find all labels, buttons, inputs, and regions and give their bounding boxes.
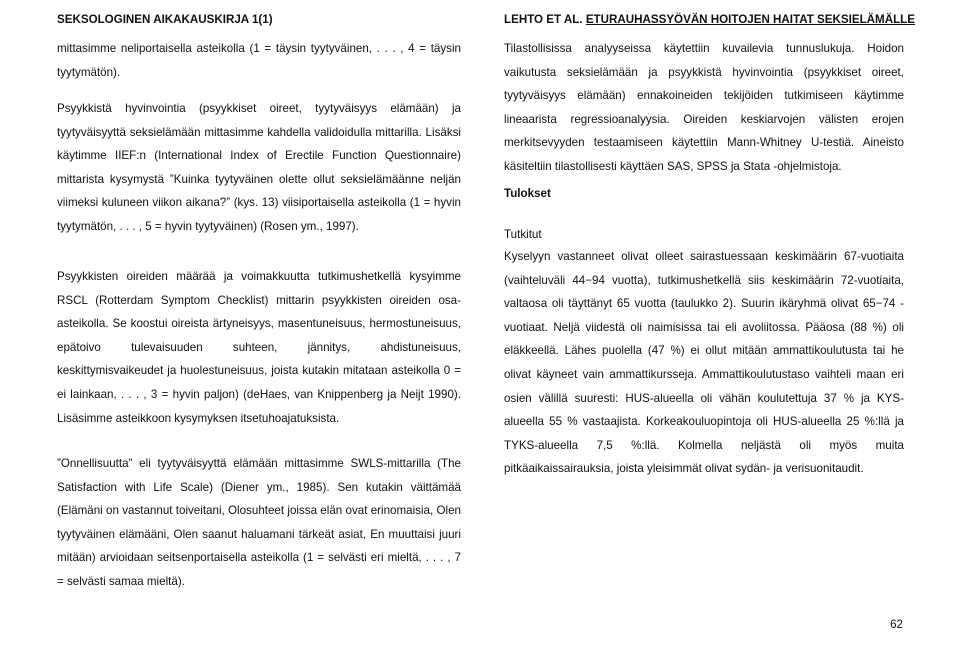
page-number: 62 bbox=[890, 618, 903, 631]
article-header bbox=[504, 13, 915, 26]
article-title: ETURAUHASSYÖVÄN HOITOJEN HAITAT SEKSIELÄMÄLLE bbox=[585, 13, 915, 26]
paragraph-statistical-analysis: Tilastollisissa analyyseissa käytettiin kuvailevia tunnuslukuja. Hoidon vaikutusta seksielämään ja psyykkistä hyvinvointia (psyykkiset oireet, tyytyväisyys elämään) ennakoineiden tekijöiden tutkimiseen käytimme lineaarista regressioanalyysia. Oireiden keskiarvojen välisten erojen merkitsevyyden testaamiseen käytettiin Mann-Whitney U-testiä. Aineisto käsiteltiin tilastollisesti käyttäen SAS, SPSS ja Stata -ohjelmistoja. bbox=[504, 42, 904, 173]
paragraph-rscl-symptoms: Psyykkisten oireiden määrää ja voimakkuutta tutkimushetkellä kysyimme RSCL (Rotterdam Symptom Checklist) mittarin psyykkisten oireiden osa-asteikolla. Se koostui oireista ärtyneisyys, masentuneisuus, hermostuneisuus, epätoivo tulevaisuuden suhteen, jännitys, ahdistuneisuus, keskittymisvaikeudet ja huolestuneisuus, joista kutakin mitataan asteikolla 0 = ei lainkaan, . . . , 3 = hyvin paljon) (deHaes, van Knippenberg ja Neijt 1990). Lisäsimme asteikkoon kysymyksen itsetuhoajatuksista. bbox=[57, 270, 461, 425]
paragraph-scale-continuation: mittasimme neliportaisella asteikolla (1 = täysin tyytyväinen, . . . , 4 = täysin tyytymätön). bbox=[57, 42, 461, 79]
paragraph-swls: ”Onnellisuutta” eli tyytyväisyyttä elämään mittasimme SWLS-mittarilla (The Satisfaction with Life Scale) (Diener ym., 1985). Sen kutakin väittämää (Elämäni on vastannut toiveitani, Olosuhteet joissa elän ovat erinomaisia, Olen tyytyväinen elämääni, Olen saanut haluamani tärkeät asiat, En muuttaisi juuri mitään) arvioidaan seitsenportaisella asteikolla (1 = selvästi eri mieltä, . . . , 7 = selvästi samaa mieltä). bbox=[57, 457, 461, 588]
paragraph-psychological-wellbeing: Psyykkistä hyvinvointia (psyykkiset oireet, tyytyväisyys elämään) ja tyytyväisyyttä seksielämään mittasimme kahdella validoidulla mittarilla. Lisäksi käytimme IIEF:n (International Index of Erectile Function Questionnaire) mittarista kysymystä ”Kuinka tyytyväinen olette ollut seksielämäänne neljän viimeksi kuluneen viikon aikana?” (kys. 13) viisiportaisella asteikolla (1 = hyvin tyytymätön, . . . , 5 = hyvin tyytyväinen) (Rosen ym., 1997). bbox=[57, 102, 461, 233]
section-heading-results: Tulokset bbox=[504, 187, 551, 200]
subheading-participants: Tutkitut bbox=[504, 228, 542, 241]
article-authors: LEHTO ET AL. bbox=[504, 13, 586, 26]
paragraph-participants: Kyselyyn vastanneet olivat olleet sairastuessaan keskimäärin 67-vuotiaita (vaihteluväli 44−94 vuotta), tutkimushetkellä siis keskimäärin 72-vuotiaita, valtaosa oli täyttänyt 65 vuotta (taulukko 2). Suurin ikäryhmä olivat 65−74 -vuotiaat. Neljä viidestä oli naimisissa tai eli avoliitossa. Pääosa (88 %) oli eläkkeellä. Lähes puolella (47 %) ei ollut mitään ammattikoulutusta tai he olivat käyneet vain ammattikursseja. Ammattikoulutustaso vaihteli maan eri osien välillä suuresti: HUS-alueella oli vähän koulutettuja 37 % ja KYS-alueella 55 % vastaajista. Korkeakouluopintoja oli HUS-alueella 25 %:llä ja TYKS-alueella 7,5 %:llä. Kolmella neljästä oli myös muita pitkäaikaissairauksia, joista yleisimmät olivat sydän- ja verisuonitaudit. bbox=[504, 250, 904, 476]
journal-header: SEKSOLOGINEN AIKAKAUSKIRJA 1(1) bbox=[57, 13, 273, 26]
